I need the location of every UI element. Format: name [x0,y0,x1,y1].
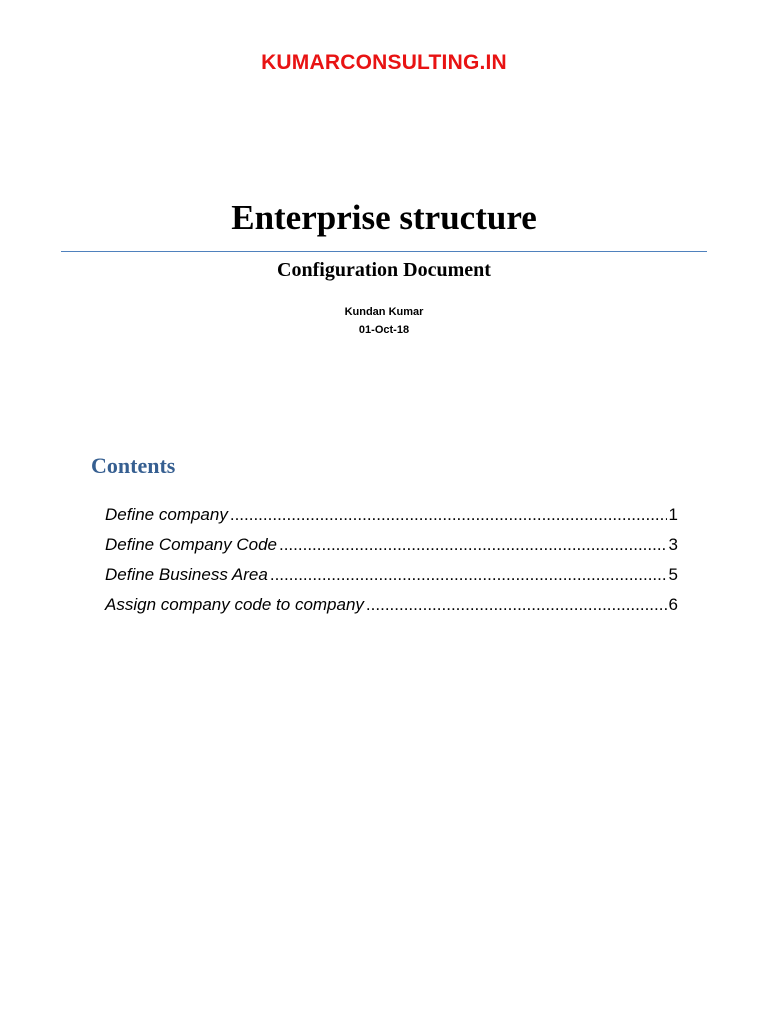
toc-entry-label: Define Business Area [105,565,268,584]
toc-entry-page: 5 [668,565,678,584]
toc-dot-leader [270,561,667,589]
toc-entry-label: Define company [105,505,228,524]
toc-dot-leader [279,531,667,559]
document-subtitle: Configuration Document [277,259,491,281]
toc-entry-page: 3 [668,535,678,554]
toc-entry-define-company-code[interactable] [105,531,678,561]
document-author: Kundan Kumar [344,306,424,318]
toc-entry-label: Assign company code to company [105,595,364,614]
table-of-contents [105,501,678,621]
toc-dot-leader [230,501,667,529]
toc-dot-leader [366,591,667,619]
title-divider [61,251,707,252]
toc-entry-page: 1 [668,505,678,524]
toc-entry-define-company[interactable] [105,501,678,531]
document-date: 01-Oct-18 [358,324,410,336]
document-title: Enterprise structure [231,198,537,237]
contents-heading: Contents [91,453,176,478]
toc-entry-page: 6 [668,595,678,614]
toc-entry-label: Define Company Code [105,535,277,554]
toc-entry-assign-company-code[interactable] [105,591,678,621]
site-header: KUMARCONSULTING.IN [261,51,507,74]
toc-entry-define-business-area[interactable] [105,561,678,591]
